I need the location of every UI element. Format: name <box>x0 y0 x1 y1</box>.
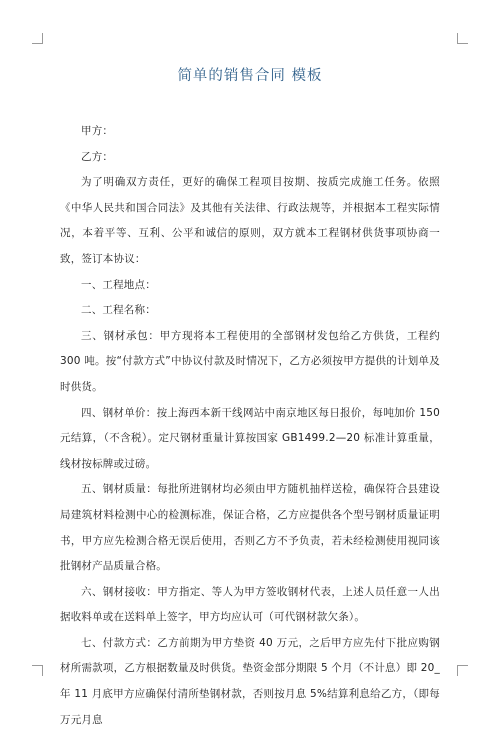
corner-mark-bottom-left <box>32 665 43 676</box>
party-a-line: 甲方： <box>81 125 114 137</box>
clause-payment-method: 七、付款方式：乙方前期为甲方垫资 40 万元，之后甲方应先付下批应购钢材所需款项，乙方根据数量及时供货。垫资金部分期限 5 个月（不计息）即 20_年 11 月底甲方应确保付清所垫钢材款，否则按月息 5%结算利息给乙方，（即每万元月息 <box>60 636 440 726</box>
clause-steel-quality: 五、钢材质量：每批所进钢材均必须由甲方随机抽样送检，确保符合县建设局建筑材料检测中心的检测标准，保证合格，乙方应提供各个型号钢材质量证明书，甲方应先检测合格无误后使用，否则乙方不予负责，若未经检测使用视同该批钢材产品质量合格。 <box>60 483 440 573</box>
clause-steel-contract: 三、钢材承包：甲方现将本工程使用的全部钢材发包给乙方供货，工程约 300 吨。按“付款方式”中协议付款及时情况下，乙方必须按甲方提供的计划单及时供货。 <box>60 329 440 393</box>
corner-mark-top-left <box>32 33 43 44</box>
document-title: 简单的销售合同 模板 <box>177 68 323 84</box>
document-page <box>60 64 440 733</box>
party-b-line: 乙方： <box>81 150 114 163</box>
corner-mark-top-right <box>457 33 468 44</box>
clause-steel-receipt: 六、钢材接收：甲方指定、等人为甲方签收钢材代表，上述人员任意一人出据收料单或在送料单上签字，甲方均应认可（可代钢材款欠条）。 <box>60 585 440 624</box>
preamble-paragraph: 为了明确双方责任，更好的确保工程项目按期、按质完成施工任务。依照《中华人民共和国合同法》及其他有关法律、行政法规等，并根据本工程实际情况，本着平等、互利、公平和诚信的原则，双方就本工程钢材供货事项协商一致，签订本协议： <box>60 176 440 265</box>
clause-steel-price: 四、钢材单价：按上海西本新干线网站中南京地区每日报价，每吨加价 150 元结算，（不含税）。定尺钢材重量计算按国家 GB1499.2—20 标准计算重量，线材按标牌或过磅。 <box>60 406 440 470</box>
clause-project-location: 一、工程地点： <box>81 278 156 291</box>
clause-project-name: 二、工程名称： <box>81 304 156 317</box>
corner-mark-bottom-right <box>457 665 468 676</box>
